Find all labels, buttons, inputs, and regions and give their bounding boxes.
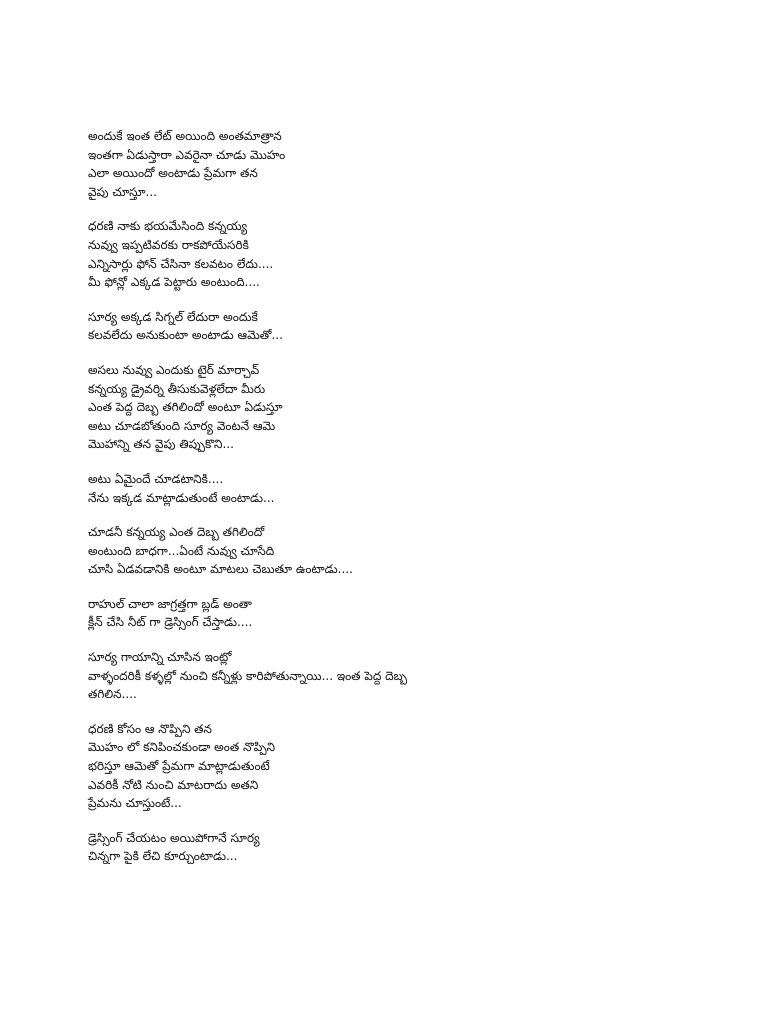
paragraph	[88, 648, 728, 704]
text-line: చూడనీ కన్నయ్య ఎంత దెబ్బ తగిలిందో	[88, 525, 265, 540]
text-line: భరిస్తూ ఆమెతో ప్రేమగా మాట్లాడుతుంటే	[88, 759, 270, 774]
text-line: చూసి ఏడవడానికి అంటూ మాటలు చెబుతూ ఉంటాడు....	[88, 562, 353, 577]
text-line: క్లీన్ చేసి నీట్ గా డ్రెస్సింగ్ చేస్తాడు....	[88, 615, 253, 630]
text-line: అసలు నువ్వు ఎందుకు టైర్ మార్చావ్	[88, 362, 260, 377]
text-line: మొహం లో కనిపించకుండా అంత నొప్పిని	[88, 740, 276, 755]
paragraph	[88, 523, 728, 579]
text-line: అందుకే ఇంత లేట్ అయింది అంతమాత్రాన	[88, 129, 282, 143]
text-line: ఎలా అయిందో అంటాడు ప్రేమగా తన	[88, 166, 258, 181]
paragraph	[88, 470, 728, 507]
text-line: అంటుంది బాధగా...ఏంటే నువ్వు చూసేది	[88, 543, 275, 558]
text-line: ధరణి నాకు భయమేసింది కన్నయ్య	[88, 219, 248, 234]
text-line: ధరణి కోసం ఆ నొప్పిని తన	[88, 721, 212, 736]
paragraph	[88, 308, 728, 345]
text-line: ఎంత పెద్ద దెబ్బ తగిలిందో అంటూ ఏడుస్తూ	[88, 400, 283, 415]
text-line: సూర్య అక్కడ సిగ్నల్ లేదురా అందుకే	[88, 309, 258, 324]
text-line: వాళ్ళందరికీ కళ్ళల్లో నుంచి కన్నీళ్లు కారిపోతున్నాయి... ఇంత పెద్ద దెబ్బ	[88, 668, 408, 683]
paragraph	[88, 720, 728, 813]
text-line: వైపు చూస్తూ...	[88, 184, 157, 199]
text-line: ఎవరికీ నోటి నుంచి మాటరాదు అతని	[88, 777, 259, 792]
text-line: డ్రెస్సింగ్ చేయటం అయిపోగానే సూర్య	[88, 830, 260, 845]
text-line: ఎన్నిసార్లు ఫోన్ చేసినా కలవటం లేదు....	[88, 256, 274, 271]
text-line: నువ్వు ఇప్పటివరకు రాకపోయేసరికి	[88, 237, 249, 252]
text-line: కన్నయ్య డ్రైవర్ని తీసుకువెళ్లలేదా మీరు	[88, 381, 266, 396]
story-text	[88, 127, 728, 882]
text-line: సూర్య గాయాన్ని చూసిన ఇంట్లో	[88, 650, 232, 665]
text-line: రాహుల్ చాలా జాగ్రత్తగా బ్లడ్ అంతా	[88, 596, 252, 611]
paragraph	[88, 361, 728, 454]
text-line: ప్రేమను చూస్తుంటే...	[88, 796, 182, 811]
text-line: మొహాన్ని తన వైపు తిప్పుకొని...	[88, 437, 234, 452]
paragraph	[88, 127, 728, 201]
text-line: అటు ఏమైందే చూడటానికి....	[88, 471, 224, 486]
paragraph	[88, 217, 728, 291]
text-line: చిన్నగా పైకి లేచి కూర్చుంటాడు...	[88, 849, 238, 864]
paragraph	[88, 595, 728, 632]
text-line: ఇంతగా ఏడుస్తారా ఎవరైనా చూడు మొహం	[88, 147, 286, 162]
text-line: తగిలిన....	[88, 687, 137, 702]
text-line: కలవలేదు అనుకుంటా అంటాడు ఆమెతో...	[88, 328, 283, 343]
text-line: అటు చూడబోతుంది సూర్య వెంటనే ఆమె	[88, 418, 276, 433]
paragraph	[88, 829, 728, 866]
text-line: నేను ఇక్కడ మాట్లాడుతుంటే అంటాడు...	[88, 490, 275, 505]
text-line: మీ ఫోన్లో ఎక్కడ పెట్టారు అంటుంది....	[88, 275, 260, 290]
